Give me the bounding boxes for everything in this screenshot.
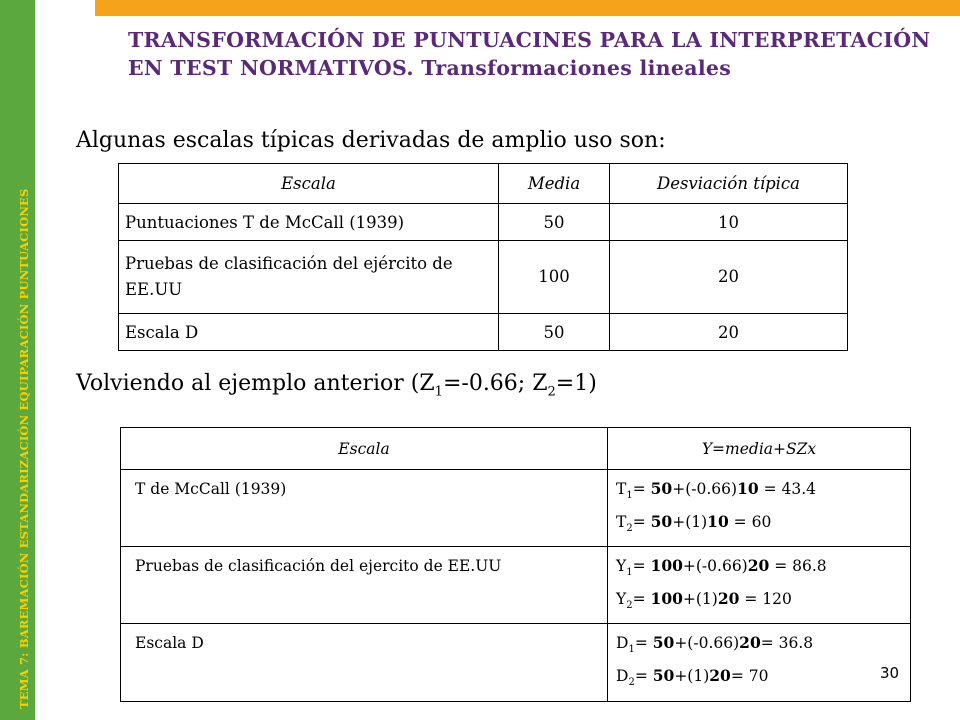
formula-line: $T_1= 50+(-0.66)10 = 43.4$	[616, 479, 816, 502]
cell-scale: Escala D	[119, 314, 499, 351]
scales-table	[118, 163, 848, 351]
cell-mean: 100	[499, 241, 610, 314]
cell-formula	[608, 547, 911, 624]
cell-formula	[608, 470, 911, 547]
table-row	[119, 314, 848, 351]
z1-subscript: 1	[434, 384, 443, 400]
z2-subscript: 2	[547, 384, 556, 400]
cell-mean: 50	[499, 204, 610, 241]
table-row	[119, 241, 848, 314]
top-accent-bar	[95, 0, 960, 16]
formula-line: $D_2= 50+(1)20= 70$	[616, 666, 769, 689]
cell-sd: 10	[610, 204, 848, 241]
sidebar-title: TEMA 7: BAREMACIÓN ESTANDARIZACIÓN EQUIPARACIÓN PUNTUACIONES	[17, 188, 31, 709]
table-row	[121, 624, 911, 701]
cell-scale: Escala D	[121, 624, 608, 701]
cell-scale: T de McCall (1939)	[121, 470, 608, 547]
formula-line: $T_2= 50+(1)10 = 60$	[616, 512, 772, 535]
header-desviacion: Desviación típica	[610, 164, 848, 204]
cell-sd: 20	[610, 241, 848, 314]
cell-mean: 50	[499, 314, 610, 351]
cell-scale: Puntuaciones T de McCall (1939)	[119, 204, 499, 241]
table-header-row	[121, 428, 911, 470]
cell-formula	[608, 624, 911, 701]
formula-line: $D_1= 50+(-0.66)20= 36.8$	[616, 633, 814, 656]
table-header-row	[119, 164, 848, 204]
table-row	[119, 204, 848, 241]
cell-scale: Pruebas de clasificación del ejército de EE.UU	[119, 241, 499, 314]
cell-scale: Pruebas de clasificación del ejercito de EE.UU	[121, 547, 608, 624]
sidebar-band	[0, 0, 35, 720]
header-escala: Escala	[121, 428, 608, 470]
z2-value: =1)	[555, 371, 597, 396]
table-row	[121, 470, 911, 547]
page-number: 30	[880, 664, 900, 682]
header-media: Media	[499, 164, 610, 204]
header-formula: Y=media+SZx	[608, 428, 911, 470]
z1-value: =-0.66; Z	[442, 371, 548, 396]
slide-title: TRANSFORMACIÓN DE PUNTUACINES PARA LA INTERPRETACIÓN EN TEST NORMATIVOS. Transformaciones lineales	[128, 28, 931, 80]
formula-line: $Y_1= 100+(-0.66)20 = 86.8$	[616, 556, 827, 579]
formula-line: $Y_2= 100+(1)20 = 120$	[616, 589, 792, 612]
cell-sd: 20	[610, 314, 848, 351]
example-text	[76, 369, 597, 407]
intro-text: Algunas escalas típicas derivadas de amplio uso son:	[76, 128, 666, 153]
table-row	[121, 547, 911, 624]
header-escala: Escala	[119, 164, 499, 204]
example-prefix: Volviendo al ejemplo anterior (Z	[76, 371, 435, 396]
transform-table	[120, 427, 911, 702]
